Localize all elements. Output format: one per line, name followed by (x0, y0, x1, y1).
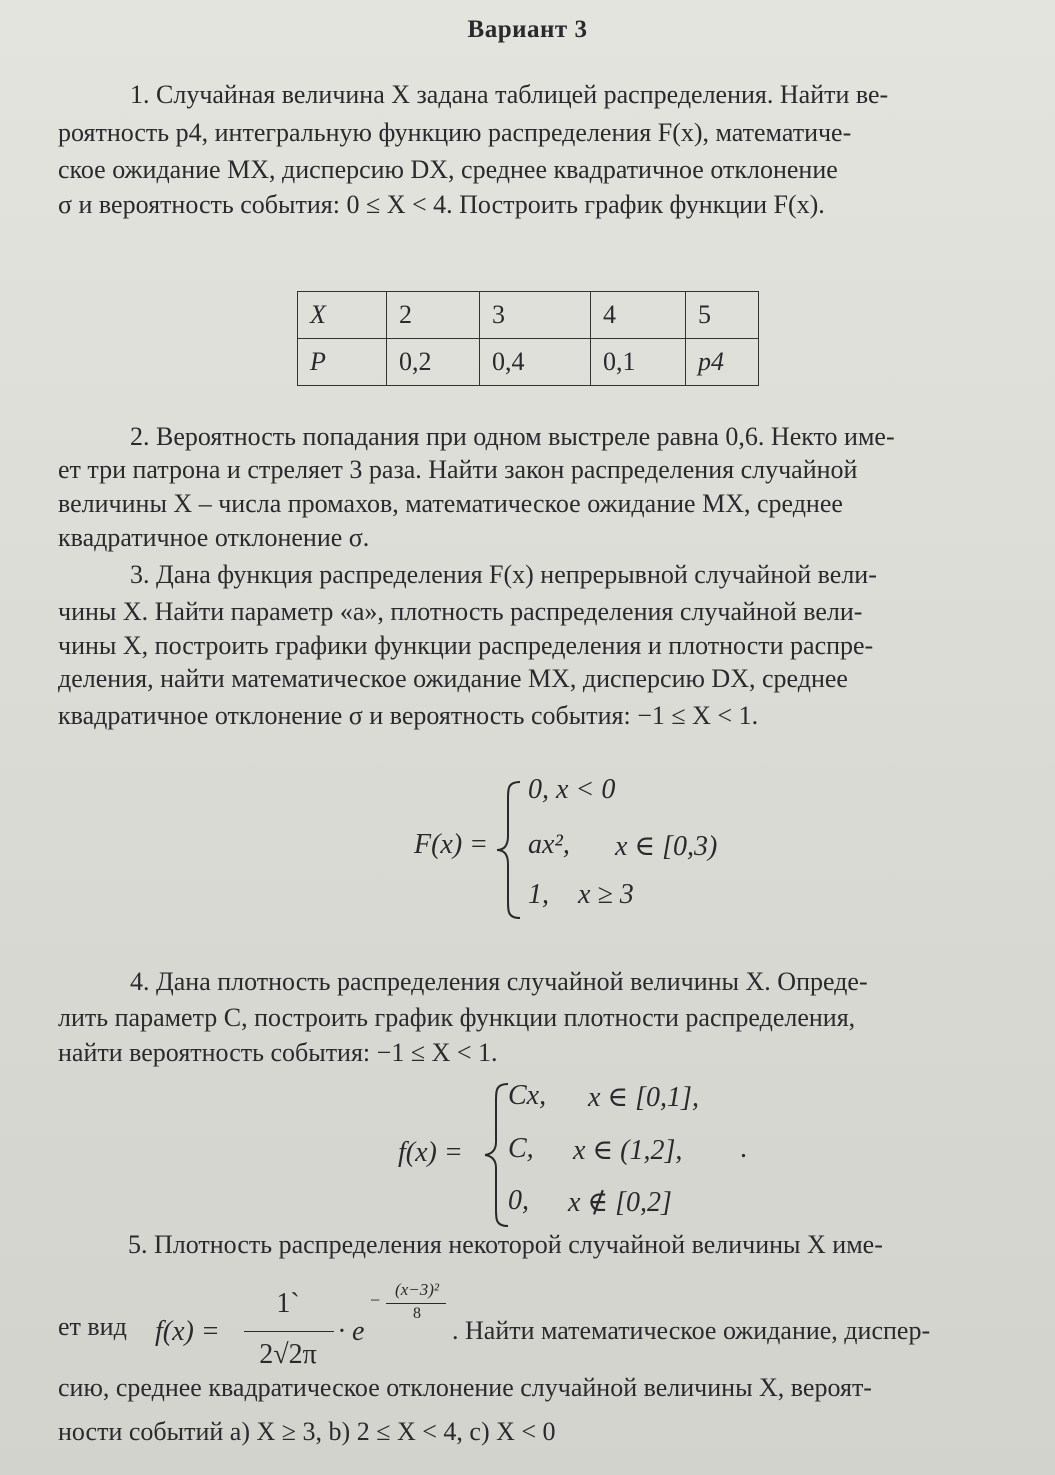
formula-normal-exp-numerator: (x−3)² (395, 1280, 439, 1299)
table-cell: 4 (591, 292, 686, 339)
problem-3-line-3: чины X, построить графики функции распределения и плотности распре- (58, 631, 874, 660)
problem-4-line-1: 4. Дана плотность распределения случайной величины X. Опреде- (130, 967, 868, 996)
formula-normal-exp-base: · e (338, 1316, 365, 1347)
table-cell: 5 (686, 292, 759, 339)
problem-2-line-3: величины X – числа промахов, математическое ожидание MX, среднее (58, 489, 843, 518)
formula-normal-lhs: f(x) = (155, 1316, 220, 1347)
formula-normal-denominator: 2√2π (259, 1339, 317, 1370)
fraction-bar (244, 1331, 334, 1332)
formula-density-case-3: 0, (508, 1185, 529, 1216)
exponent-fraction-bar (386, 1303, 446, 1304)
table-cell: 3 (480, 292, 591, 339)
problem-3-line-1: 3. Дана функция распределения F(x) непрерывной случайной вели- (130, 560, 877, 589)
table-cell: 0,1 (591, 339, 686, 386)
formula-f-lhs: F(x) = (414, 829, 489, 860)
problem-1-line-1: 1. Случайная величина X задана таблицей распределения. Найти ве- (130, 80, 889, 109)
formula-density-case-2: C, (508, 1133, 534, 1164)
formula-f-case-3-cond: x ≥ 3 (578, 879, 634, 910)
table-row (298, 292, 759, 339)
table-cell: P (298, 339, 387, 386)
problem-2-line-4: квадратичное отклонение σ. (58, 523, 370, 552)
problem-5-line-1: 5. Плотность распределения некоторой случайной величины X име- (128, 1230, 883, 1259)
problem-1-line-2: роятность p4, интегральную функцию распределения F(x), математиче- (58, 118, 852, 147)
problem-3-line-2: чины X. Найти параметр «a», плотность распределения случайной вели- (58, 597, 863, 626)
brace-icon (494, 780, 524, 920)
problem-5-line-2-end: . Найти математическое ожидание, диспер- (452, 1316, 931, 1345)
table-cell: 0,2 (387, 339, 480, 386)
table-row (298, 339, 759, 386)
problem-3-line-5: квадратичное отклонение σ и вероятность события: −1 ≤ X < 1. (58, 701, 759, 730)
problem-1-line-3: ское ожидание MX, дисперсию DX, среднее квадратичное отклонение (58, 155, 838, 184)
formula-density-case-2-cond: x ∈ (1,2], (573, 1135, 683, 1166)
problem-4-line-2: лить параметр C, построить график функции плотности распределения, (58, 1003, 856, 1032)
table-cell: X (298, 292, 387, 339)
page-title: Вариант 3 (467, 16, 588, 43)
formula-density-dot: . (740, 1133, 747, 1164)
exponent-minus: − (370, 1290, 381, 1310)
problem-1-line-4: σ и вероятность события: 0 ≤ X < 4. Построить график функции F(x). (58, 190, 825, 219)
formula-density-case-3-cond: x ∉ [0,2] (568, 1187, 672, 1218)
problem-5-line-2-start: ет вид (58, 1312, 127, 1341)
table-cell: p4 (686, 339, 759, 386)
problem-2-line-2: ет три патрона и стреляет 3 раза. Найти закон распределения случайной (58, 455, 858, 484)
formula-density-case-1-cond: x ∈ [0,1], (588, 1082, 699, 1113)
problem-5-line-4: ности событий a) X ≥ 3, b) 2 ≤ X < 4, c) X < 0 (58, 1417, 556, 1446)
formula-density-lhs: f(x) = (398, 1137, 463, 1168)
problem-4-line-3: найти вероятность события: −1 ≤ X < 1. (58, 1038, 498, 1067)
formula-density-case-1: Cx, (508, 1080, 547, 1111)
problem-3-line-4: деления, найти математическое ожидание MX, дисперсию DX, среднее (58, 664, 848, 693)
problem-2-line-1: 2. Вероятность попадания при одном выстреле равна 0,6. Некто име- (130, 422, 895, 451)
table-cell: 0,4 (480, 339, 591, 386)
problem-5-line-3: сию, среднее квадратическое отклонение случайной величины X, вероят- (58, 1373, 872, 1402)
formula-normal-numerator: 1` (276, 1288, 300, 1319)
formula-f-case-3: 1, (528, 879, 549, 910)
table-cell: 2 (387, 292, 480, 339)
distribution-table (297, 291, 759, 386)
formula-f-case-2-cond: x ∈ [0,3) (615, 831, 718, 862)
formula-normal-exp-denominator: 8 (413, 1305, 421, 1322)
formula-f-case-1: 0, x < 0 (528, 774, 616, 805)
formula-f-case-2: ax², (528, 829, 570, 860)
